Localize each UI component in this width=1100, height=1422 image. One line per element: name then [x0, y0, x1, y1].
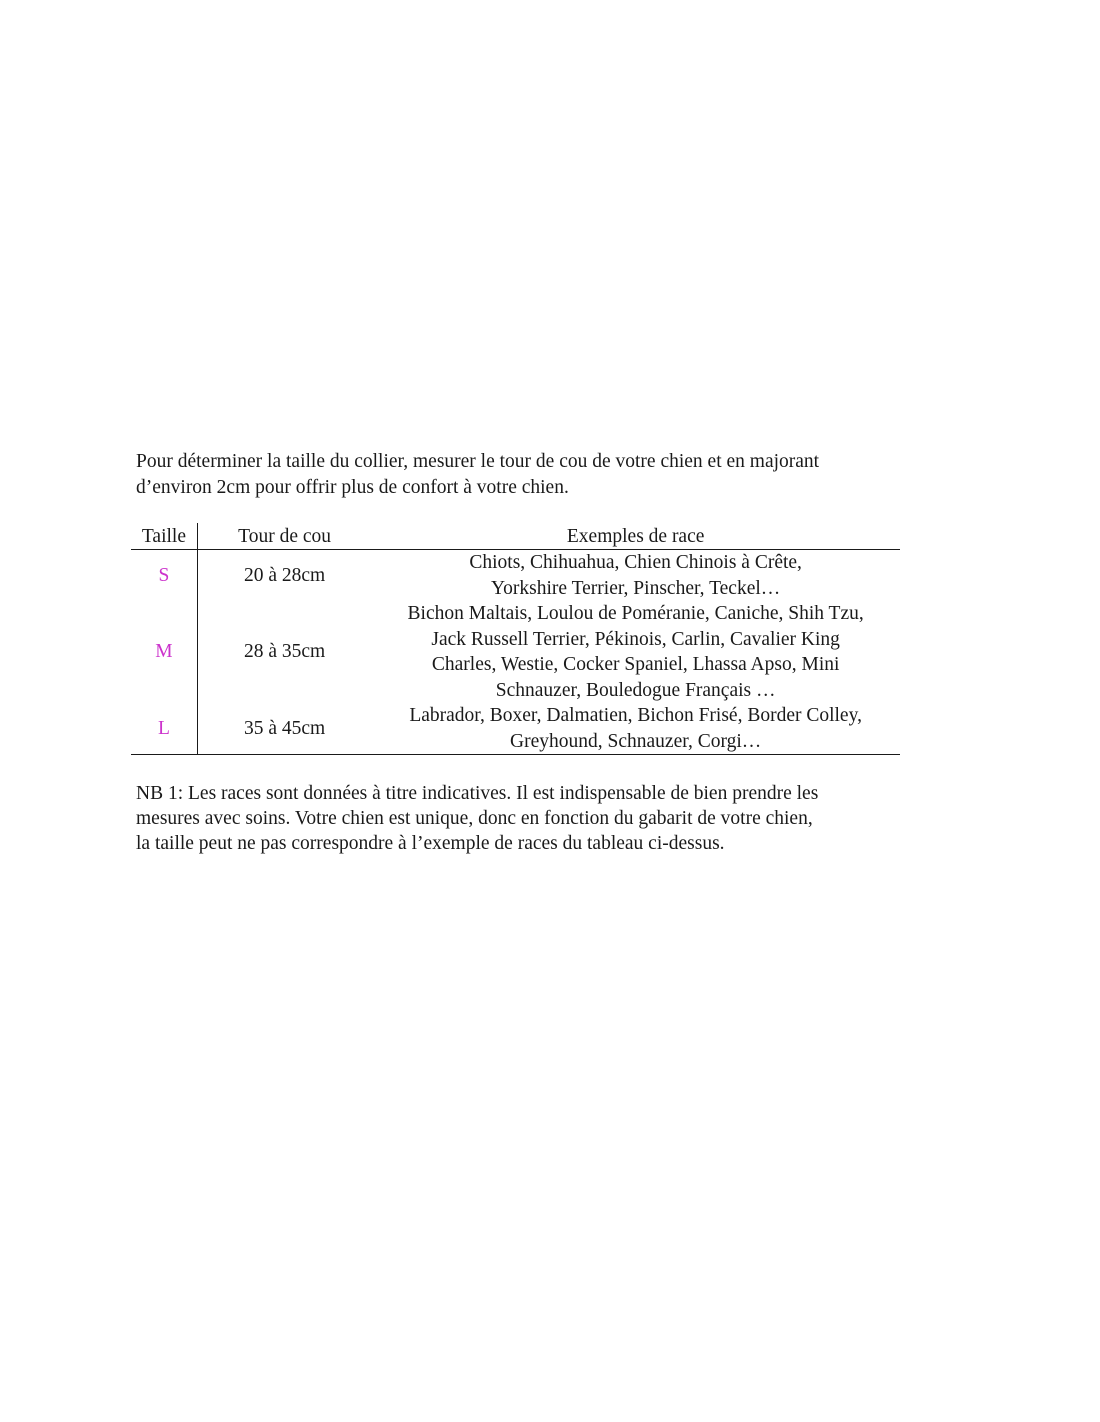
breed-line: Greyhound, Schnauzer, Corgi… — [510, 730, 762, 752]
note-line: NB 1: Les races sont données à titre indicatives. Il est indispensable de bien prendre les — [136, 783, 819, 804]
intro-line: Pour déterminer la taille du collier, mesurer le tour de cou de votre chien et en majorant — [136, 451, 820, 472]
breed-line: Chiots, Chihuahua, Chien Chinois à Crête, — [469, 552, 802, 573]
breed-line: Schnauzer, Bouledogue Français … — [495, 679, 776, 701]
note-line: la taille peut ne pas correspondre à l’exemple de races du tableau ci-dessus. — [136, 833, 725, 854]
size-cell — [131, 601, 197, 703]
size-table — [131, 523, 900, 755]
size-table-header-row — [131, 523, 900, 550]
size-letter: S — [158, 564, 170, 586]
neck-cell: 28 à 35cm — [243, 641, 326, 663]
size-letter: M — [155, 641, 173, 663]
breeds-cell — [371, 601, 900, 703]
note-paragraph — [136, 781, 916, 856]
header-breed-examples: Exemples de race — [371, 523, 900, 550]
header-neck-circumference: Tour de cou — [197, 523, 371, 550]
breed-line: Bichon Maltais, Loulou de Poméranie, Caniche, Shih Tzu, — [407, 603, 864, 624]
neck-cell: 20 à 28cm — [243, 564, 326, 586]
breed-line: Labrador, Boxer, Dalmatien, Bichon Frisé, Border Colley, — [409, 705, 862, 726]
breed-line: Charles, Westie, Cocker Spaniel, Lhassa Apso, Mini — [431, 654, 840, 675]
size-cell — [131, 550, 197, 602]
note-line: mesures avec soins. Votre chien est unique, donc en fonction du gabarit de votre chien, — [136, 808, 813, 829]
header-size: Taille — [131, 523, 197, 550]
breed-line: Yorkshire Terrier, Pinscher, Teckel… — [491, 577, 781, 599]
breed-line: Jack Russell Terrier, Pékinois, Carlin, Cavalier King — [431, 628, 840, 650]
breeds-cell — [371, 550, 900, 602]
size-letter: L — [157, 717, 170, 739]
intro-line: d’environ 2cm pour offrir plus de confort à votre chien. — [136, 477, 569, 498]
table-row-s — [131, 550, 900, 602]
intro-paragraph — [136, 449, 916, 501]
size-cell — [131, 703, 197, 755]
breeds-cell — [371, 703, 900, 755]
table-row-m — [131, 601, 900, 703]
neck-cell: 35 à 45cm — [197, 703, 371, 755]
table-row-l — [131, 703, 900, 755]
